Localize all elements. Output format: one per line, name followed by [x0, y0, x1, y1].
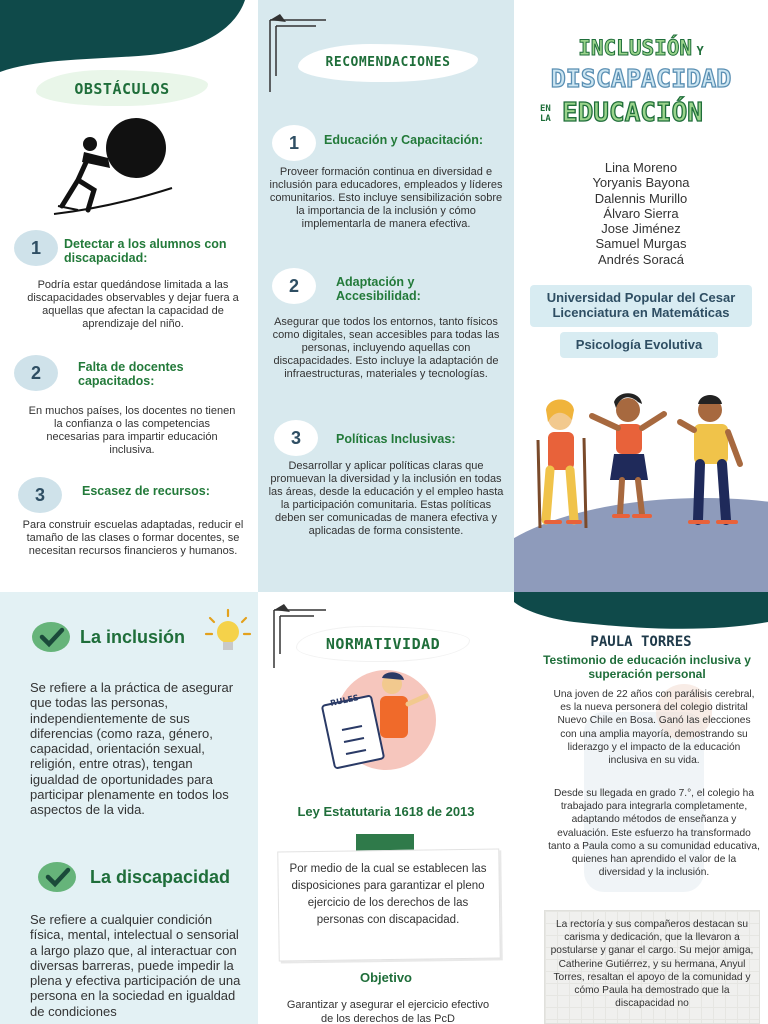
cover-panel	[514, 0, 768, 592]
title-prefix	[540, 104, 551, 124]
teal-wave-decoration	[514, 592, 768, 636]
title-prefix-bottom: LA	[540, 114, 551, 124]
inclusion-text: Se refiere a la práctica de asegurar que todas las personas, independientemente de sus diferencias (como raza, género, capacidad, orientación sexual, religión, entre otras), tengan igualdad de oportunidades para participar plenamente en todos los aspectos de la vida.	[30, 680, 234, 818]
recommendation-number-1: 1	[272, 125, 316, 161]
checkmark-badge	[38, 862, 76, 892]
author-name: Andrés Soracá	[598, 251, 684, 267]
testimony-paragraph-3: La rectoría y sus compañeros destacan su carisma y dedicación, que la llevaron a postularse y ganar el cargo. Su mejor amiga, Catherine Gutiérrez, y su hermana, Anyul Torres, resaltan el apoyo de la comunidad y cómo Paula ha demostrado que la discapacidad no	[550, 919, 754, 1010]
obstacle-title-1: Detectar a los alumnos con discapacidad:	[64, 237, 227, 265]
authors-list	[514, 160, 768, 267]
obstacles-panel	[0, 0, 258, 592]
recommendation-text-3: Desarrollar y aplicar políticas claras que promuevan la diversidad y la inclusión en todas las áreas, desde la educación y el empleo hasta la participación comunitaria. Estas políticas deben ser comunicadas de manera efectiva y aplicadas de forma consistente.	[268, 460, 504, 537]
norms-title: NORMATIVIDAD	[325, 635, 441, 653]
teal-wave-decoration	[0, 0, 258, 80]
recommendation-title-1: Educación y Capacitación:	[324, 133, 484, 147]
author-name: Jose Jiménez	[601, 221, 681, 237]
author-name: Lina Moreno	[604, 160, 678, 175]
title-discapacidad: DISCAPACIDAD	[550, 64, 732, 93]
testimony-name: PAULA TORRES	[590, 634, 692, 650]
course-box: Psicología Evolutiva	[560, 332, 718, 358]
rules-person-illustration	[318, 668, 438, 776]
university-name: Universidad Popular del Cesar	[546, 290, 736, 305]
program-name: Licenciatura en Matemáticas	[552, 305, 730, 320]
disability-title: La discapacidad	[90, 867, 231, 887]
law-title: Ley Estatutaria 1618 de 2013	[297, 804, 475, 819]
checkmark-icon	[38, 862, 76, 892]
pushing-boulder-icon	[48, 110, 178, 220]
children-illustration	[514, 380, 768, 592]
title-conjunction: Y	[696, 44, 704, 58]
checkmark-icon	[32, 622, 70, 652]
obstacle-number-3: 3	[18, 477, 62, 513]
testimony-panel	[514, 592, 768, 1024]
checkmark-badge	[32, 622, 70, 652]
title-educacion: EDUCACIÓN	[562, 98, 703, 128]
cover-title-line1	[514, 36, 768, 60]
rules-label: RULES	[329, 693, 360, 708]
recommendations-title: RECOMENDACIONES	[325, 55, 451, 70]
testimony-paragraph-2: Desde su llegada en grado 7.°, el colegio ha trabajado para integrarla completamente, adaptando métodos de enseñanza y evaluación. Este esfuerzo ha transformado tanto a Paula como a su comunidad educativa, quienes han aprendido el valor de la diversidad y la inclusión.	[548, 788, 760, 879]
definitions-panel	[0, 592, 258, 1024]
author-name: Dalennis Murillo	[594, 190, 688, 206]
recommendations-panel	[258, 0, 514, 592]
author-name: Yoryanis Bayona	[592, 175, 690, 191]
obstacle-title-3: Escasez de recursos:	[82, 484, 210, 498]
author-name: Samuel Murgas	[595, 236, 687, 252]
author-name: Álvaro Sierra	[603, 205, 679, 221]
obstacle-text-2: En muchos países, los docentes no tienen la confianza o las competencias necesarias para impartir educación inclusiva.	[28, 405, 236, 456]
obstacles-title: OBSTÁCULOS	[74, 80, 170, 98]
recommendation-title-3: Políticas Inclusivas:	[336, 432, 456, 446]
title-prefix-top: EN	[540, 104, 551, 114]
recommendation-number-2: 2	[272, 268, 316, 304]
testimony-subtitle: Testimonio de educación inclusiva y superación personal	[543, 653, 751, 681]
recommendation-title-2: Adaptación y Accesibilidad:	[336, 275, 421, 303]
recommendation-text-1: Proveer formación continua en diversidad e inclusión para educadores, empleados y líderes comunitarios. Esto incluye sensibilización sobre la importancia de la inclusión y cómo implementarla de manera efectiva.	[269, 166, 503, 230]
obstacle-number-2: 2	[14, 355, 58, 391]
recommendation-text-2: Asegurar que todos los entornos, tanto físicos como digitales, sean accesibles para todas las personas, incluyendo aquellas con discapacidades. Esto incluye la adaptación de infraestructuras, materiales y tecnologías.	[272, 316, 500, 380]
inclusion-title: La inclusión	[80, 627, 186, 647]
university-box	[530, 285, 752, 327]
lightbulb-icon	[204, 608, 252, 656]
title-inclusion: INCLUSIÓN	[578, 36, 693, 60]
obstacle-title-2: Falta de docentes capacitados:	[78, 360, 184, 388]
disability-text: Se refiere a cualquier condición física, mental, intelectual o sensorial a largo plazo que, al interactuar con diversas barreras, puede impedir la plena y efectiva participación de una persona en la sociedad en igualdad de condiciones	[30, 912, 241, 1019]
norms-panel	[258, 592, 514, 1024]
obstacle-text-3: Para construir escuelas adaptadas, reducir el tamaño de las clases o formar docentes, se necesitan recursos financieros y humanos.	[22, 519, 244, 557]
obstacle-number-1: 1	[14, 230, 58, 266]
law-text: Por medio de la cual se establecen las disposiciones para garantizar el pleno ejercicio de los derechos de las personas con discapacidad.	[289, 863, 487, 926]
recommendation-number-3: 3	[274, 420, 318, 456]
obstacle-text-1: Podría estar quedándose limitada a las discapacidades observables y dejar fuera a aquellas que afectan la capacidad de aprendizaje del niño.	[27, 279, 239, 330]
objective-title: Objetivo	[359, 970, 412, 985]
objective-text: Garantizar y asegurar el ejercicio efectivo de los derechos de las PcD	[286, 999, 490, 1024]
testimony-paragraph-1: Una joven de 22 años con parálisis cerebral, es la nueva personera del colegio distrital Nuevo Chile en Bosa. Ganó las elecciones con una amplia mayoría, demostrando su liderazgo y el impacto de la educación inclusiva en su vida.	[553, 689, 755, 767]
